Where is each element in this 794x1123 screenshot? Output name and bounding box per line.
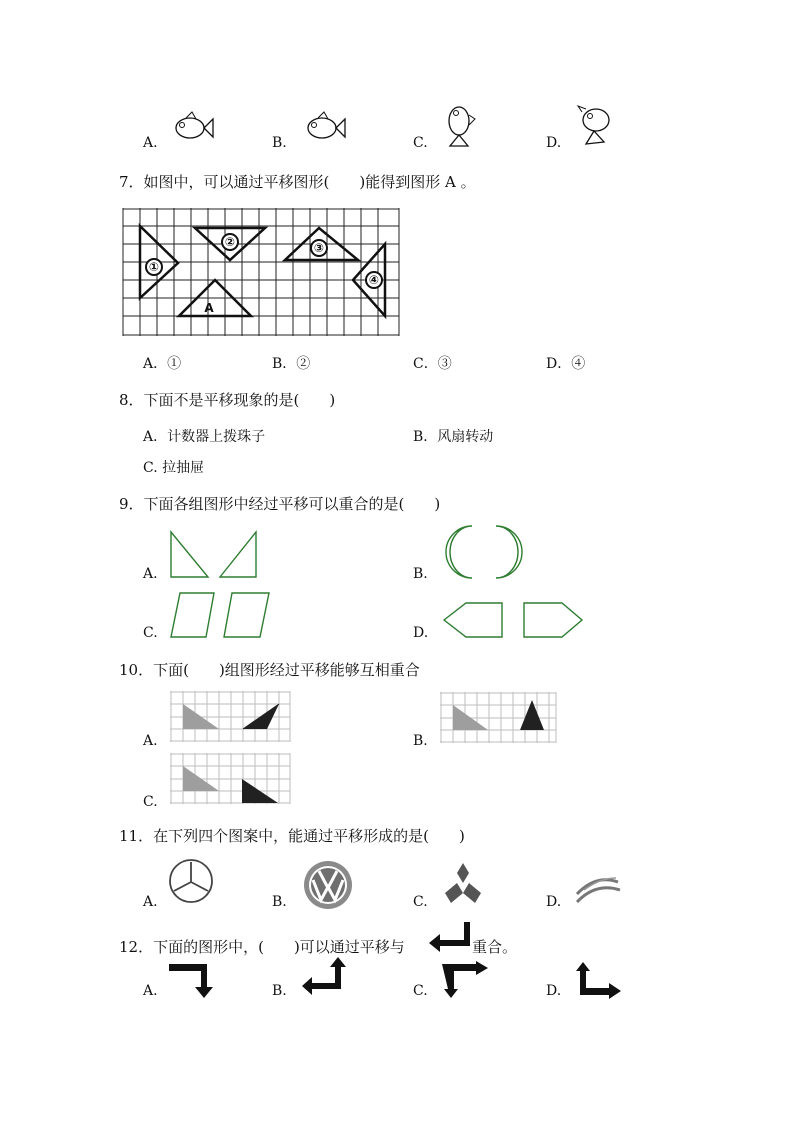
q9-option-c[interactable]: C. (143, 625, 158, 641)
arrow-option-b-icon (300, 961, 348, 997)
q9-pentagons-figure (442, 601, 584, 639)
q6-option-c-label[interactable]: C. (413, 135, 428, 151)
q11-option-b[interactable]: B. (272, 894, 287, 910)
figure-label-2: ② (224, 235, 236, 249)
q12-option-b[interactable]: B. (272, 983, 287, 999)
q7-question: 7．如图中，可以通过平移图形( )能得到图形 A 。 (119, 173, 476, 191)
q11-option-a[interactable]: A. (143, 894, 158, 910)
arrow-option-d-icon (573, 961, 623, 999)
q12-option-a[interactable]: A. (143, 983, 158, 999)
q10-option-a[interactable]: A. (143, 733, 158, 749)
q6-option-d-label[interactable]: D. (546, 135, 562, 151)
arrow-option-a-icon (167, 961, 215, 999)
q9-option-d[interactable]: D. (413, 625, 429, 641)
q12-question-before: 12．下面的图形中，( )可以通过平移与 (119, 938, 405, 956)
q7-option-b[interactable]: B．② (272, 356, 311, 372)
q8-option-c[interactable]: C. 拉抽屉 (143, 460, 205, 476)
q7-option-a[interactable]: A．① (143, 356, 182, 372)
fish-icon (170, 110, 214, 144)
q8-question: 8．下面不是平移现象的是( ) (119, 391, 336, 409)
q6-option-b-label[interactable]: B. (272, 135, 287, 151)
q9-option-b[interactable]: B. (413, 566, 428, 582)
figure-label-4: ④ (368, 273, 380, 287)
reference-arrow-icon (428, 920, 472, 954)
fish-icon (302, 110, 346, 144)
q11-option-c[interactable]: C. (413, 894, 428, 910)
q11-question: 11．在下列四个图案中，能通过平移形成的是( ) (119, 827, 465, 845)
vw-logo-icon (303, 860, 353, 910)
q7-option-c[interactable]: C．③ (413, 356, 452, 372)
q12-option-d[interactable]: D. (546, 983, 562, 999)
q11-option-d[interactable]: D. (546, 894, 562, 910)
q12-option-c[interactable]: C. (413, 983, 428, 999)
q9-question: 9．下面各组图形中经过平移可以重合的是( ) (119, 495, 441, 513)
q7-option-d[interactable]: D．④ (546, 356, 586, 372)
q10-option-b[interactable]: B. (413, 733, 428, 749)
q8-option-b[interactable]: B．风扇转动 (413, 429, 494, 445)
q10-option-c[interactable]: C. (143, 794, 158, 810)
q10-grid-b (440, 692, 558, 744)
figure-label-a: A (204, 301, 214, 315)
q10-grid-c (170, 753, 292, 805)
q6-option-a-label[interactable]: A. (143, 135, 158, 151)
q9-crescents-figure (440, 524, 530, 580)
arrow-option-c-icon (440, 961, 490, 999)
q9-option-a[interactable]: A. (143, 566, 158, 582)
figure-label-1: ① (148, 260, 160, 274)
q7-grid-figure (123, 208, 401, 336)
figure-label-3: ③ (313, 241, 325, 255)
q8-option-a[interactable]: A．计数器上拨珠子 (143, 429, 266, 445)
q10-question: 10．下面( )组图形经过平移能够互相重合 (119, 661, 420, 679)
fish-icon (576, 102, 616, 146)
fish-icon (443, 103, 477, 147)
three-diamond-logo-icon (440, 862, 486, 904)
q9-parallelograms-figure (168, 591, 272, 639)
q9-triangles-figure (168, 530, 260, 578)
three-spoke-logo-icon (168, 858, 214, 904)
chevrons-logo-icon (574, 868, 624, 908)
q12-question (119, 936, 405, 957)
q10-grid-a (170, 691, 292, 743)
q12-question-after: 重合。 (472, 938, 518, 956)
